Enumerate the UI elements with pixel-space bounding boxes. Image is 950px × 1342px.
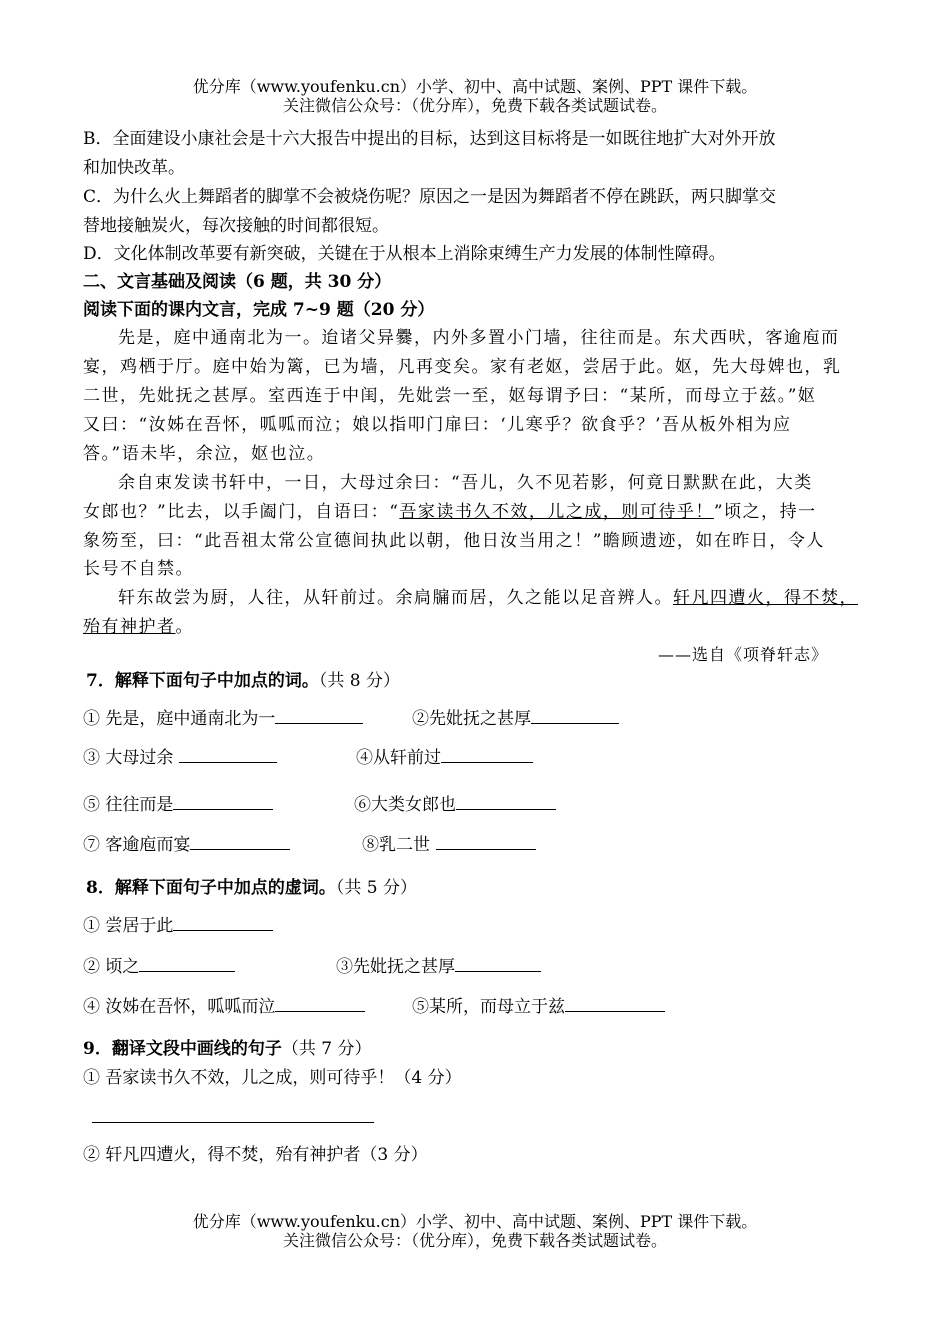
option-c-line-1: C．为什么火上舞蹈者的脚掌不会被烧伤呢？原因之一是因为舞蹈者不停在跳跃，两只脚掌交 bbox=[83, 187, 777, 207]
q8-item-3-text: ③先妣抚之甚厚 bbox=[336, 957, 455, 977]
passage-p1-line-4: 又曰：“汝姊在吾怀，呱呱而泣；娘以指叩门扉曰：‘儿寒乎？欲食乎？’吾从板外相为应 bbox=[83, 415, 792, 435]
passage-p3-line-1 bbox=[118, 587, 858, 609]
section-instruction: 阅读下面的课内文言，完成 7~9 题（20 分） bbox=[83, 300, 435, 320]
q8-item-1-answer-blank[interactable] bbox=[173, 914, 273, 931]
passage-p2-line-1: 余自束发读书轩中，一日，大母过余曰：“吾儿，久不见若影，何竟日默默在此，大类 bbox=[118, 473, 813, 493]
q8-item-5-answer-blank[interactable] bbox=[565, 995, 665, 1012]
option-b-line-2: 和加快改革。 bbox=[83, 158, 185, 178]
q9-item-1: ① 吾家读书久不效，儿之成，则可待乎！（4 分） bbox=[83, 1068, 462, 1088]
header-line-2: 关注微信公众号：（优分库），免费下载各类试题试卷。 bbox=[282, 96, 667, 115]
underlined-sentence-2b: 殆有神护者 bbox=[83, 617, 176, 637]
q8-item-3-answer-blank[interactable] bbox=[455, 955, 541, 972]
q7-item-5 bbox=[83, 793, 273, 816]
q8-item-3 bbox=[336, 955, 541, 978]
passage-p2-line-2-end: ”顷之，持一 bbox=[713, 502, 817, 522]
passage-p1-line-2: 宴，鸡栖于厅。庭中始为篱，已为墙，凡再变矣。家有老妪，尝居于此。妪，先大母婢也，乳 bbox=[83, 357, 842, 377]
passage-p1-line-1: 先是，庭中通南北为一。迨诸父异爨，内外多置小门墙，往往而是。东犬西吠，客逾庖而 bbox=[118, 328, 840, 348]
q7-item-2 bbox=[412, 707, 619, 730]
q7-item-6 bbox=[354, 793, 556, 816]
q7-item-1 bbox=[83, 707, 363, 730]
passage-p1-line-5: 答。”语未毕，余泣，妪也泣。 bbox=[83, 444, 326, 464]
q7-item-6-answer-blank[interactable] bbox=[456, 793, 556, 810]
page-footer bbox=[0, 1212, 950, 1250]
q7-item-3-answer-blank[interactable] bbox=[179, 746, 277, 763]
underlined-sentence-1: 吾家读书久不效，儿之成，则可待乎！ bbox=[399, 502, 714, 522]
passage-source: ——选自《项脊轩志》 bbox=[658, 645, 829, 664]
q9-heading bbox=[83, 1038, 371, 1060]
q8-item-4 bbox=[83, 995, 365, 1018]
q7-item-7 bbox=[83, 833, 290, 856]
q8-item-1 bbox=[83, 914, 273, 937]
q8-item-4-text: ④ 汝姊在吾怀，呱呱而泣 bbox=[83, 997, 276, 1017]
q8-item-4-answer-blank[interactable] bbox=[275, 995, 365, 1012]
passage-p2-line-4: 长号不自禁。 bbox=[83, 559, 194, 579]
q9-score: （共 7 分） bbox=[281, 1039, 372, 1059]
q7-score: （共 8 分） bbox=[318, 671, 400, 691]
passage-p2-line-3: 象笏至，曰：“此吾祖太常公宣德间执此以朝，他日汝当用之！”瞻顾遗迹，如在昨日，令人 bbox=[83, 531, 825, 551]
q7-title: 7．解释下面句子中加点的词。 bbox=[86, 671, 319, 691]
q7-item-3 bbox=[83, 746, 277, 769]
q8-score: （共 5 分） bbox=[335, 878, 417, 898]
q7-item-2-text: ②先妣抚之甚厚 bbox=[412, 709, 531, 729]
q8-item-2 bbox=[83, 955, 235, 978]
q7-item-8-answer-blank[interactable] bbox=[436, 833, 536, 850]
footer-line-2: 关注微信公众号：（优分库），免费下载各类试题试卷。 bbox=[282, 1231, 667, 1250]
passage-p3-line-1-start: 轩东故尝为厨，人往，从轩前过。余扃牖而居，久之能以足音辨人。 bbox=[118, 588, 673, 608]
q7-item-4 bbox=[356, 746, 533, 769]
page-header bbox=[0, 77, 950, 115]
q7-heading bbox=[86, 670, 400, 692]
passage-p3-line-2 bbox=[83, 616, 194, 638]
passage-p1-line-3: 二世，先妣抚之甚厚。室西连于中闺，先妣尝一至，妪每谓予曰：“某所，而母立于兹。”妪 bbox=[83, 386, 817, 406]
q8-heading bbox=[86, 877, 417, 899]
option-b-line-1: B．全面建设小康社会是十六大报告中提出的目标，达到这目标将是一如既往地扩大对外开放 bbox=[83, 129, 776, 149]
q8-item-2-text: ② 顷之 bbox=[83, 957, 140, 977]
passage-p2-line-2-start: 女郎也？”比去，以手阖门，自语曰：“ bbox=[83, 502, 400, 522]
section-title: 二、文言基础及阅读（6 题，共 30 分） bbox=[83, 272, 392, 292]
q9-item-2: ② 轩凡四遭火，得不焚，殆有神护者（3 分） bbox=[83, 1145, 428, 1165]
q7-item-8 bbox=[362, 833, 536, 856]
q8-item-5 bbox=[412, 995, 665, 1018]
q7-item-7-text: ⑦ 客逾庖而宴 bbox=[83, 835, 191, 855]
q7-item-1-text: ① 先是，庭中通南北为一 bbox=[83, 709, 276, 729]
header-line-1: 优分库（www.youfenku.cn）小学、初中、高中试题、案例、PPT 课件下载。 bbox=[192, 77, 758, 96]
q7-item-2-answer-blank[interactable] bbox=[531, 707, 619, 724]
q7-item-4-text: ④从轩前过 bbox=[356, 748, 441, 768]
q8-title: 8．解释下面句子中加点的虚词。 bbox=[86, 878, 336, 898]
q7-item-6-text: ⑥大类女郎也 bbox=[354, 795, 456, 815]
q7-item-5-text: ⑤ 往往而是 bbox=[83, 795, 174, 815]
q9-item-1-answer-line[interactable] bbox=[92, 1122, 374, 1123]
passage-p2-line-2 bbox=[83, 501, 817, 523]
footer-line-1: 优分库（www.youfenku.cn）小学、初中、高中试题、案例、PPT 课件下载。 bbox=[192, 1212, 758, 1231]
q9-title: 9．翻译文段中画线的句子 bbox=[83, 1039, 282, 1059]
option-d-line: D．文化体制改革要有新突破，关键在于从根本上消除束缚生产力发展的体制性障碍。 bbox=[83, 244, 726, 264]
q8-item-2-answer-blank[interactable] bbox=[139, 955, 235, 972]
q8-item-1-text: ① 尝居于此 bbox=[83, 916, 174, 936]
q7-item-1-answer-blank[interactable] bbox=[275, 707, 363, 724]
q8-item-5-text: ⑤某所，而母立于兹 bbox=[412, 997, 565, 1017]
q7-item-7-answer-blank[interactable] bbox=[190, 833, 290, 850]
underlined-sentence-2a: 轩凡四遭火，得不焚， bbox=[673, 588, 858, 608]
q7-item-4-answer-blank[interactable] bbox=[441, 746, 533, 763]
q7-item-8-text: ⑧乳二世 bbox=[362, 835, 430, 855]
q7-item-3-text: ③ 大母过余 bbox=[83, 748, 174, 768]
passage-p3-line-2-end: 。 bbox=[175, 617, 194, 637]
q7-item-5-answer-blank[interactable] bbox=[173, 793, 273, 810]
option-c-line-2: 替地接触炭火，每次接触的时间都很短。 bbox=[83, 216, 389, 236]
